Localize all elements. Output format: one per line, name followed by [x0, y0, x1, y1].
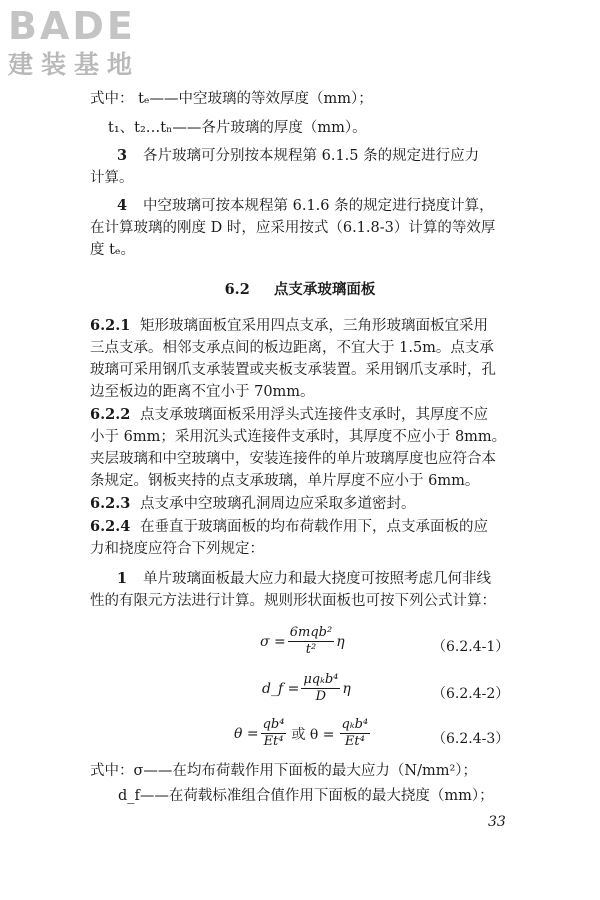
- item-number-3: 3: [117, 147, 128, 164]
- where-sigma: 式中：σ——在均布荷载作用下面板的最大应力（N/mm²）；: [90, 763, 478, 779]
- clause-line: 边至板边的距离不宜小于 70mm。: [90, 384, 315, 400]
- formula-6-2-4-1: [260, 625, 345, 658]
- denominator: Et⁴: [344, 734, 365, 749]
- clause-line: 玻璃可采用钢爪支承装置或夹板支承装置。采用钢爪支承时，孔: [90, 362, 496, 378]
- clause-line: 点支承玻璃面板采用浮头式连接件支承时，其厚度不应: [140, 407, 488, 423]
- section-title: 点支承玻璃面板: [273, 281, 376, 298]
- formula-lhs: θ =: [234, 725, 259, 742]
- clause-id: 6.2.2: [90, 406, 131, 423]
- item-4-text-end: 度 tₑ。: [90, 242, 136, 258]
- where-df: d_f——在荷载标准组合值作用下面板的最大挠度（mm）；: [118, 788, 494, 804]
- denominator: D: [315, 689, 327, 704]
- clause-line: 在垂直于玻璃面板的均布荷载作用下，点支承面板的应: [140, 519, 488, 535]
- clause-line: 力和挠度应符合下列规定：: [90, 541, 264, 557]
- item-number-4: 4: [117, 197, 128, 214]
- clause-line: 小于 6mm；采用沉头式连接件支承时，其厚度不应小于 8mm。: [90, 429, 507, 445]
- where-t1-tn: t₁、t₂…tₙ——各片玻璃的厚度（mm）。: [108, 120, 367, 136]
- clause-id: 6.2.4: [90, 518, 131, 535]
- numerator: 6mqb²: [289, 625, 333, 640]
- item-1-text: 单片玻璃面板最大应力和最大挠度可按照考虑几何非线: [143, 571, 491, 587]
- section-heading: [0, 278, 600, 299]
- where-te: 式中： tₑ——中空玻璃的等效厚度（mm）；: [90, 91, 373, 107]
- clause-line: 条规定。钢板夹持的点支承玻璃，单片厚度不应小于 6mm。: [90, 473, 480, 489]
- equation-number: （6.2.4-2）: [432, 686, 510, 702]
- logo-subtitle: 建装基地: [8, 50, 141, 79]
- page-number: 33: [488, 814, 506, 830]
- fraction: [301, 672, 340, 705]
- numerator: qₖb⁴: [341, 717, 369, 732]
- clause-id: 6.2.1: [90, 317, 131, 334]
- item-1-text-cont: 性的有限元方法进行计算。规则形状面板也可按下列公式计算：: [90, 593, 496, 609]
- numerator: μqₖb⁴: [303, 672, 339, 687]
- item-3-text-cont: 计算。: [90, 170, 134, 186]
- numerator: qb⁴: [262, 717, 285, 732]
- denominator: Et⁴: [263, 734, 284, 749]
- formula-connector: 或 θ =: [291, 726, 335, 743]
- clause-line: 夹层玻璃和中空玻璃中，安装连接件的单片玻璃厚度也应符合本: [90, 451, 496, 467]
- item-4-text-cont: 在计算玻璃的刚度 D 时，应采用按式（6.1.8-3）计算的等效厚: [90, 220, 496, 236]
- formula-tail: η: [336, 633, 345, 650]
- fraction: [261, 717, 287, 750]
- clause-line: 矩形玻璃面板宜采用四点支承，三角形玻璃面板宜采用: [140, 318, 488, 334]
- formula-tail: η: [342, 680, 351, 697]
- logo-wordmark: BADE: [8, 4, 136, 48]
- denominator: t²: [305, 642, 317, 657]
- clause-line: 三点支承。相邻支承点间的板边距离，不宜大于 1.5m。点支承: [90, 340, 494, 356]
- section-number: 6.2: [224, 281, 250, 298]
- formula-6-2-4-2: [262, 672, 351, 705]
- item-3-text: 各片玻璃可分别按本规程第 6.1.5 条的规定进行应力: [143, 148, 480, 164]
- formula-lhs: σ =: [260, 633, 286, 650]
- clause-line: 点支承中空玻璃孔洞周边应采取多道密封。: [140, 496, 416, 512]
- clause-id: 6.2.3: [90, 495, 131, 512]
- equation-number: （6.2.4-1）: [432, 639, 510, 655]
- item-4-text: 中空玻璃可按本规程第 6.1.6 条的规定进行挠度计算，: [143, 198, 494, 214]
- item-number-1: 1: [117, 570, 128, 587]
- equation-number: （6.2.4-3）: [432, 731, 510, 747]
- fraction: [340, 717, 371, 750]
- formula-6-2-4-3: [234, 717, 372, 750]
- fraction: [288, 625, 334, 658]
- formula-lhs: d_f =: [262, 680, 300, 697]
- bade-logo: [8, 4, 178, 90]
